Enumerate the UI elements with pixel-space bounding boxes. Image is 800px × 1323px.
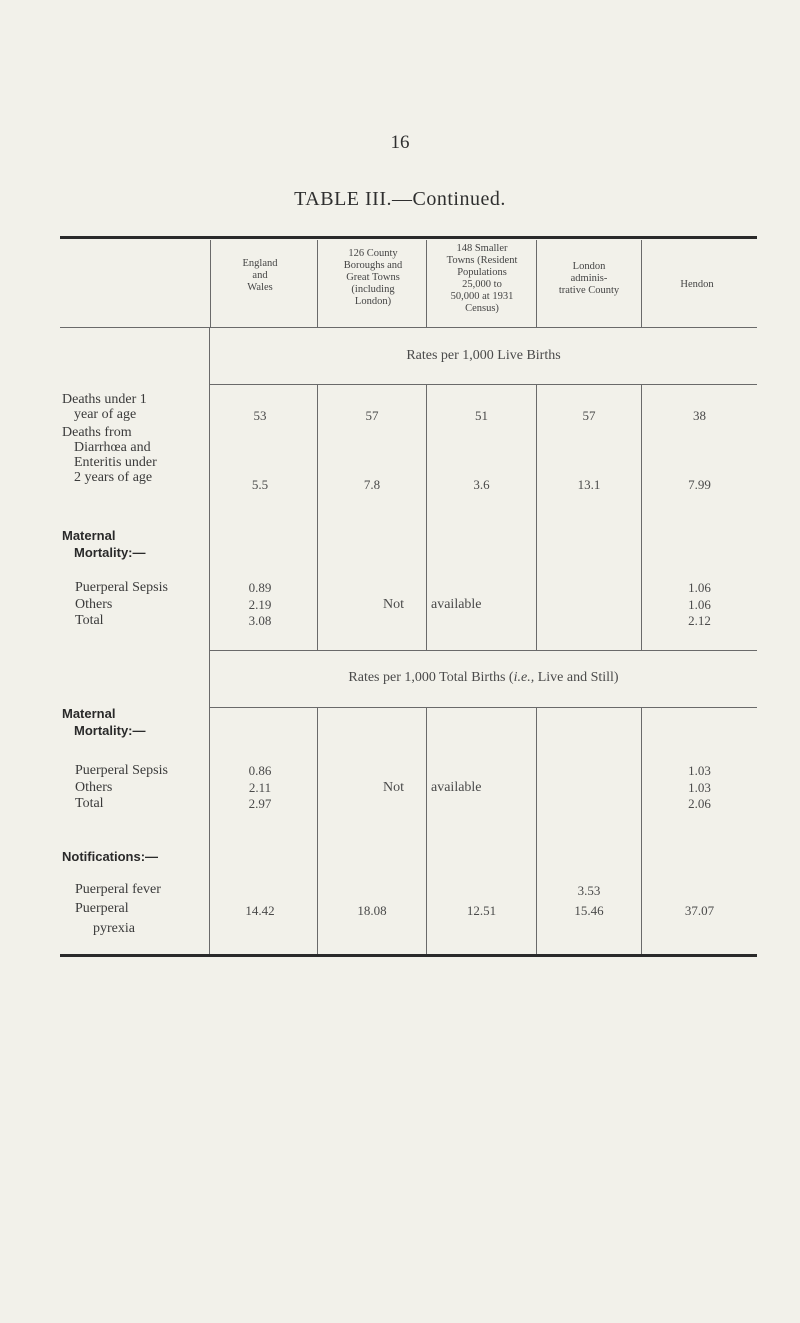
col-header-hendon: Hendon [680,279,714,290]
row-label-others: Others [75,780,113,795]
band-total-births: Rates per 1,000 Total Births (i.e., Live and Still) [348,670,619,685]
cell-value: 7.99 [688,477,711,492]
header-bottom-rule [60,327,757,328]
col-header-smaller-towns: 148 Smaller Towns (Resident Populations 25,000 to 50,000 at 1931 Census) [446,243,518,314]
cell-value: 15.46 [574,903,604,918]
cell-value: 14.42 [245,903,275,918]
cell-value: 0.86 [248,763,272,778]
row-label-puerperal-pyrexia: Puerperal pyrexia [75,901,135,936]
row-label-puerperal-fever: Puerperal fever [75,882,161,897]
cell-value: 1.06 [688,597,711,612]
cell-value: 1.03 [688,763,711,778]
cell-value: 5.5 [251,477,269,492]
table-top-rule [60,236,757,239]
row-label-others: Others [75,597,113,612]
section-maternal-mortality: Maternal Mortality:— [62,528,146,560]
row-label-total: Total [75,796,104,811]
cell-value: 37.07 [684,903,715,918]
not-available-text: available [431,597,482,612]
cell-value: 1.06 [688,580,711,595]
table-bottom-rule [60,954,757,957]
cell-value: 38 [693,408,706,423]
section-maternal-mortality-total: Maternal Mortality:— [62,706,146,738]
cell-value: 0.89 [248,580,272,595]
row-label-deaths-under-1: Deaths under 1 year of age [62,392,147,422]
not-available-text: Not [383,780,404,795]
band-rule [210,384,757,385]
cell-value: 12.51 [466,903,497,918]
table-title: TABLE III.—Continued. [294,188,506,210]
header-divider [210,240,211,328]
cell-value: 53 [253,408,267,423]
band-live-births: Rates per 1,000 Live Births [406,348,561,363]
column-divider [317,385,318,650]
band-rule [210,707,757,708]
cell-value: 7.8 [363,477,381,492]
row-label-puerperal-sepsis: Puerperal Sepsis [75,763,168,778]
row-label-total: Total [75,613,104,628]
cell-value: 3.08 [248,613,272,628]
not-available-text: available [431,780,482,795]
cell-value: 57 [365,408,379,423]
not-available-text: Not [383,597,404,612]
cell-value: 13.1 [577,477,601,492]
col-header-london-county: London adminis- trative County [558,261,620,296]
cell-value: 2.11 [248,780,272,795]
page-number: 16 [390,132,410,153]
row-label-diarrhoea: Deaths from Diarrhœa and Enteritis under 2 years of age [62,425,157,485]
cell-value: 57 [582,408,596,423]
cell-value: 2.97 [248,796,272,811]
cell-value: 2.19 [248,597,272,612]
row-label-puerperal-sepsis: Puerperal Sepsis [75,580,168,595]
header-divider [641,240,642,328]
header-divider [426,240,427,328]
column-divider [536,385,537,650]
col-header-england-wales: England and Wales [242,258,278,293]
cell-value: 3.6 [473,477,490,492]
band-rule [210,650,757,651]
cell-value: 1.03 [688,780,711,795]
cell-value: 51 [475,408,488,423]
header-divider [536,240,537,328]
header-divider [317,240,318,328]
col-header-county-boroughs: 126 County Boroughs and Great Towns (including London) [343,248,403,307]
column-divider [426,385,427,650]
cell-value: 2.12 [688,613,711,628]
cell-value: 3.53 [577,883,601,898]
cell-value: 18.08 [357,903,387,918]
section-notifications: Notifications:— [62,849,159,864]
cell-value: 2.06 [688,796,711,811]
